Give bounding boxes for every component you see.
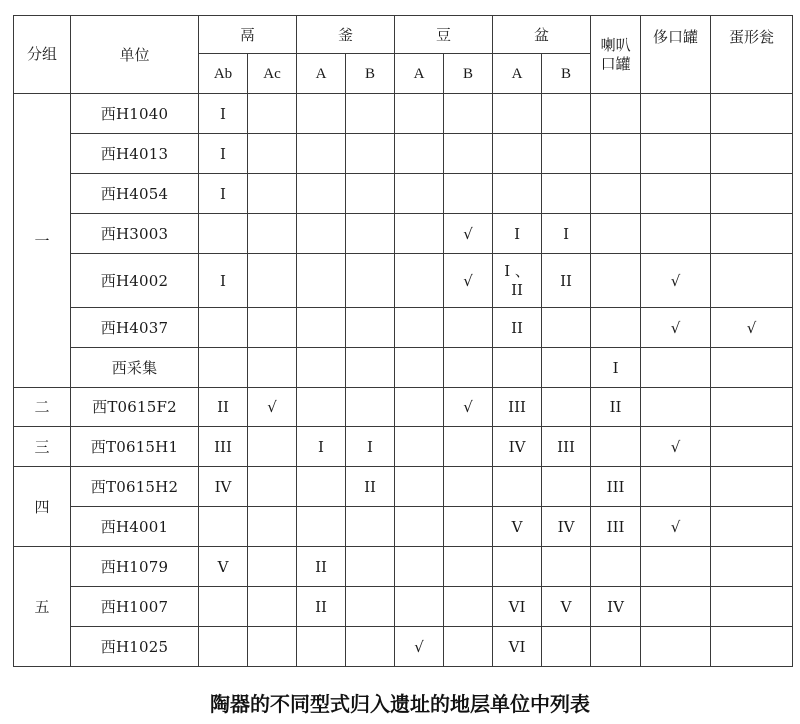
type-cell: [711, 388, 793, 427]
type-cell: √: [641, 254, 711, 308]
type-cell: [444, 348, 493, 388]
table-header: [14, 16, 793, 94]
type-cell: [641, 214, 711, 254]
table-caption: 陶器的不同型式归入遗址的地层单位中列表: [210, 692, 590, 716]
type-cell: [248, 348, 297, 388]
type-cell: [297, 214, 346, 254]
type-cell: [346, 627, 395, 667]
type-cell: [711, 627, 793, 667]
type-cell: [199, 627, 248, 667]
table-row: [14, 507, 793, 547]
type-cell: III: [199, 427, 248, 467]
type-cell: [444, 134, 493, 174]
type-cell: II: [493, 308, 542, 348]
type-cell: [542, 627, 591, 667]
subtype-header: B: [444, 54, 493, 94]
group-cell: 二: [14, 388, 71, 427]
type-cell: [711, 467, 793, 507]
type-cell: [542, 467, 591, 507]
type-cell: [248, 467, 297, 507]
type-cell: [395, 214, 444, 254]
unit-cell: 西H4037: [71, 308, 199, 348]
type-cell: III: [493, 388, 542, 427]
type-cell: II: [591, 388, 641, 427]
type-cell: [395, 254, 444, 308]
type-cell: IV: [591, 587, 641, 627]
type-cell: √: [641, 308, 711, 348]
type-cell: [199, 587, 248, 627]
type-cell: [395, 547, 444, 587]
type-cell: IV: [493, 427, 542, 467]
type-cell: [297, 308, 346, 348]
table-body: [14, 94, 793, 667]
unit-cell: 西H4013: [71, 134, 199, 174]
table-row: [14, 174, 793, 214]
type-cell: III: [542, 427, 591, 467]
type-value: I 、 II: [504, 261, 530, 299]
type-cell: [444, 587, 493, 627]
type-cell: [493, 348, 542, 388]
type-cell: [346, 214, 395, 254]
type-cell: [711, 174, 793, 214]
type-cell: I: [199, 94, 248, 134]
unit-cell: 西T0615F2: [71, 388, 199, 427]
type-cell: [297, 467, 346, 507]
type-cell: [346, 547, 395, 587]
type-cell: [711, 94, 793, 134]
table-row: [14, 94, 793, 134]
type-cell: II: [346, 467, 395, 507]
type-cell: [542, 94, 591, 134]
fu-header: 釜: [297, 16, 395, 54]
type-cell: [444, 427, 493, 467]
type-cell: [591, 174, 641, 214]
pottery-type-table: [13, 15, 793, 667]
li-header: 鬲: [199, 16, 297, 54]
type-cell: [711, 134, 793, 174]
unit-cell: 西H1025: [71, 627, 199, 667]
type-cell: √: [444, 254, 493, 308]
danxing-pen-header: 蛋形瓮: [711, 16, 793, 94]
type-cell: [248, 134, 297, 174]
type-cell: [395, 134, 444, 174]
type-cell: I: [493, 214, 542, 254]
type-cell: √: [248, 388, 297, 427]
type-cell: [711, 348, 793, 388]
type-cell: V: [199, 547, 248, 587]
type-cell: V: [542, 587, 591, 627]
type-cell: [297, 254, 346, 308]
type-cell: [493, 467, 542, 507]
type-cell: I: [346, 427, 395, 467]
type-cell: [297, 348, 346, 388]
type-cell: [395, 467, 444, 507]
type-cell: [248, 174, 297, 214]
unit-cell: 西H4002: [71, 254, 199, 308]
type-cell: [395, 308, 444, 348]
table-row: [14, 427, 793, 467]
table-row: [14, 254, 793, 308]
type-cell: V: [493, 507, 542, 547]
type-cell: [248, 94, 297, 134]
type-cell: [346, 308, 395, 348]
table-row: [14, 547, 793, 587]
table-row: [14, 467, 793, 507]
subtype-header: A: [297, 54, 346, 94]
table-row: [14, 627, 793, 667]
type-cell: [395, 388, 444, 427]
type-cell: [395, 348, 444, 388]
table-row: [14, 587, 793, 627]
type-cell: [297, 507, 346, 547]
type-cell: [641, 348, 711, 388]
type-cell: I: [199, 134, 248, 174]
group-cell: 一: [14, 94, 71, 388]
type-cell: [711, 427, 793, 467]
chikou-guan-header: 侈口罐: [641, 16, 711, 94]
type-cell: [248, 427, 297, 467]
type-cell: II: [542, 254, 591, 308]
type-cell: [493, 547, 542, 587]
type-cell: [444, 308, 493, 348]
type-cell: [248, 587, 297, 627]
type-cell: [591, 308, 641, 348]
type-cell: [297, 388, 346, 427]
type-cell: III: [591, 507, 641, 547]
type-cell: [641, 547, 711, 587]
type-cell: [641, 134, 711, 174]
type-cell: [591, 254, 641, 308]
laba-guan-header: 喇叭口罐: [591, 16, 641, 94]
type-cell: [199, 507, 248, 547]
type-cell: [444, 507, 493, 547]
subtype-header: A: [493, 54, 542, 94]
subtype-header: B: [346, 54, 395, 94]
type-cell: [444, 547, 493, 587]
type-cell: [591, 627, 641, 667]
type-cell: [346, 94, 395, 134]
unit-header: 单位: [71, 16, 199, 94]
unit-cell: 西H1079: [71, 547, 199, 587]
type-cell: [346, 507, 395, 547]
type-cell: [248, 308, 297, 348]
type-cell: [711, 587, 793, 627]
type-cell: [444, 467, 493, 507]
type-cell: [542, 174, 591, 214]
group-header: 分组: [14, 16, 71, 94]
type-cell: [711, 254, 793, 308]
type-cell: [199, 214, 248, 254]
type-cell: [395, 174, 444, 214]
type-cell: [248, 507, 297, 547]
type-cell: [444, 627, 493, 667]
unit-cell: 西T0615H1: [71, 427, 199, 467]
type-cell: [248, 214, 297, 254]
unit-cell: 西H4001: [71, 507, 199, 547]
type-cell: [395, 507, 444, 547]
type-cell: [248, 547, 297, 587]
pen-header: 盆: [493, 16, 591, 54]
type-cell: [542, 388, 591, 427]
unit-cell: 西H3003: [71, 214, 199, 254]
type-cell: [641, 467, 711, 507]
type-cell: [297, 94, 346, 134]
type-cell: [248, 627, 297, 667]
type-cell: [297, 627, 346, 667]
type-cell: [395, 427, 444, 467]
type-cell: [493, 254, 542, 308]
type-cell: [641, 627, 711, 667]
type-cell: √: [444, 388, 493, 427]
type-cell: III: [591, 467, 641, 507]
type-cell: IV: [542, 507, 591, 547]
type-cell: [248, 254, 297, 308]
subtype-header: Ac: [248, 54, 297, 94]
subtype-header: A: [395, 54, 444, 94]
type-cell: [493, 94, 542, 134]
type-cell: [641, 388, 711, 427]
type-cell: √: [711, 308, 793, 348]
type-cell: [542, 348, 591, 388]
type-cell: [711, 547, 793, 587]
type-cell: [346, 388, 395, 427]
type-cell: [641, 587, 711, 627]
type-cell: [591, 94, 641, 134]
type-cell: [199, 348, 248, 388]
type-cell: [346, 587, 395, 627]
type-cell: [641, 94, 711, 134]
type-cell: [346, 254, 395, 308]
type-cell: [493, 174, 542, 214]
type-cell: [542, 134, 591, 174]
type-cell: [591, 214, 641, 254]
type-cell: [395, 94, 444, 134]
type-cell: [641, 174, 711, 214]
type-cell: VI: [493, 627, 542, 667]
type-cell: [297, 174, 346, 214]
unit-cell: 西采集: [71, 348, 199, 388]
type-cell: [711, 507, 793, 547]
unit-cell: 西H1040: [71, 94, 199, 134]
type-cell: I: [542, 214, 591, 254]
type-cell: [542, 308, 591, 348]
unit-cell: 西T0615H2: [71, 467, 199, 507]
type-cell: VI: [493, 587, 542, 627]
subtype-header: B: [542, 54, 591, 94]
type-cell: √: [395, 627, 444, 667]
type-cell: I: [297, 427, 346, 467]
type-cell: [297, 134, 346, 174]
type-cell: [395, 587, 444, 627]
type-cell: II: [297, 547, 346, 587]
subtype-header: Ab: [199, 54, 248, 94]
type-cell: [542, 547, 591, 587]
type-cell: [711, 214, 793, 254]
type-cell: [591, 427, 641, 467]
type-cell: II: [199, 388, 248, 427]
type-cell: √: [444, 214, 493, 254]
type-cell: [199, 308, 248, 348]
type-cell: I: [199, 254, 248, 308]
type-cell: II: [297, 587, 346, 627]
type-cell: [444, 94, 493, 134]
type-cell: [444, 174, 493, 214]
type-cell: √: [641, 507, 711, 547]
table-row: [14, 214, 793, 254]
type-cell: [346, 348, 395, 388]
group-cell: 五: [14, 547, 71, 667]
type-cell: [591, 547, 641, 587]
table-row: [14, 388, 793, 427]
group-cell: 三: [14, 427, 71, 467]
type-cell: [591, 134, 641, 174]
type-cell: I: [199, 174, 248, 214]
type-cell: I: [591, 348, 641, 388]
unit-cell: 西H1007: [71, 587, 199, 627]
group-cell: 四: [14, 467, 71, 547]
table-row: [14, 348, 793, 388]
unit-cell: 西H4054: [71, 174, 199, 214]
table-row: [14, 308, 793, 348]
dou-header: 豆: [395, 16, 493, 54]
type-cell: [346, 174, 395, 214]
type-cell: [346, 134, 395, 174]
type-cell: [493, 134, 542, 174]
type-cell: IV: [199, 467, 248, 507]
table-row: [14, 134, 793, 174]
type-cell: √: [641, 427, 711, 467]
